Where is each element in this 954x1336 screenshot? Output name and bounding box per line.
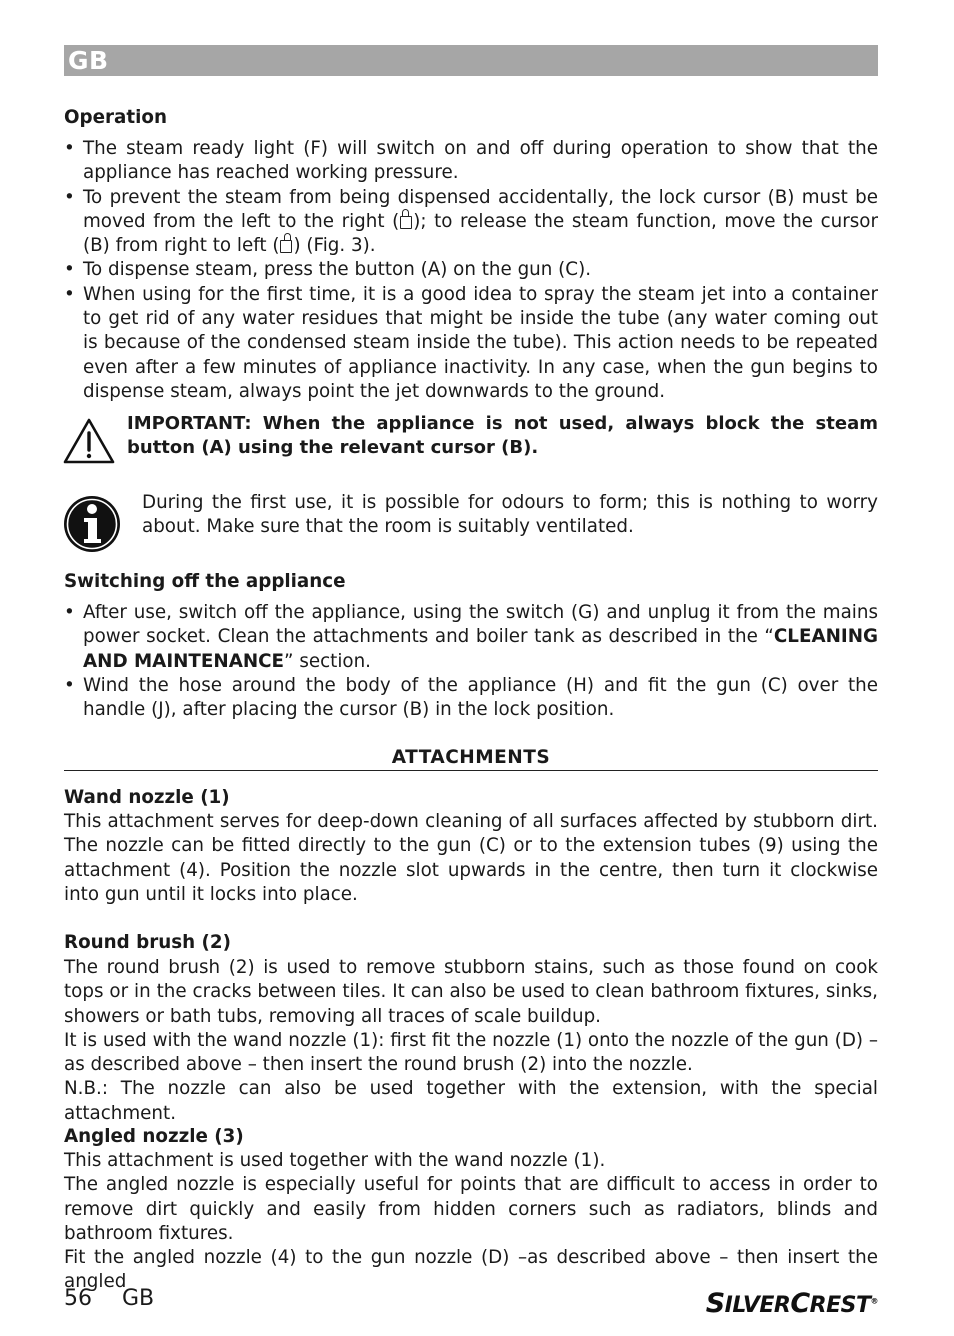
paragraph: It is used with the wand nozzle (1): first fit the nozzle (1) onto the nozzle of the gun (D) – as described above – then insert the round brush (2) into the nozzle. bbox=[64, 1029, 878, 1076]
important-note: IMPORTANT: When the appliance is not used, always block the steam button (A) using the relevant cursor (B). bbox=[127, 413, 878, 459]
attachments-section-title: ATTACHMENTS bbox=[64, 747, 878, 771]
info-note: During the first use, it is possible for odours to form; this is nothing to worry about. Make sure that the room is suitably ventilated. bbox=[142, 492, 878, 538]
list-item: • Wind the hose around the body of the appliance (H) and fit the gun (C) over the handle (J), after placing the cursor (B) in the lock position. bbox=[64, 674, 878, 723]
paragraph: The round brush (2) is used to remove stubborn stains, such as those found on cook tops or in the cracks between tiles. It can also be used to clean bathroom fixtures, sinks, showers or bath tubs, removing all traces of scale buildup. bbox=[64, 957, 878, 1027]
info-icon bbox=[63, 495, 121, 553]
language-header-bar bbox=[64, 45, 878, 76]
wand-nozzle-heading: Wand nozzle (1) bbox=[64, 787, 230, 808]
lock-open-icon bbox=[280, 240, 292, 253]
paragraph: Fit the angled nozzle (4) to the gun nozzle (D) –as described above – then insert the angled bbox=[64, 1247, 878, 1293]
language-label: GB bbox=[68, 46, 109, 75]
paragraph: The angled nozzle is especially useful for points that are difficult to access in order to remove dirt quickly and easily from hidden corners such as radiators, blinds and bathroom fixtures. bbox=[64, 1174, 878, 1244]
paragraph: N.B.: The nozzle can also be used together with the extension, with the special attachment. bbox=[64, 1078, 878, 1124]
list-item: • When using for the first time, it is a good idea to spray the steam jet into a container to get rid of any water residues that might be inside the tube (any water coming out is because of the condensed steam inside the tube). This action needs to be repeated even after a few minutes of appliance inactivity. In any case, when the gun begins to dispense steam, always point the jet downwards to the ground. bbox=[64, 283, 878, 404]
warning-icon bbox=[62, 417, 116, 465]
lock-closed-icon bbox=[400, 216, 412, 229]
round-brush-heading: Round brush (2) bbox=[64, 932, 231, 953]
switching-off-heading: Switching off the appliance bbox=[64, 571, 346, 592]
list-item: • After use, switch off the appliance, using the switch (G) and unplug it from the mains power socket. Clean the attachments and boiler tank as described in the “CLEANING AND MAINTENANCE” section. bbox=[64, 601, 878, 674]
list-item: • To dispense steam, press the button (A) on the gun (C). bbox=[64, 258, 878, 282]
paragraph: This attachment is used together with the wand nozzle (1). bbox=[64, 1150, 606, 1171]
page-number: 56 bbox=[64, 1286, 92, 1311]
page-footer bbox=[64, 1286, 154, 1311]
angled-nozzle-heading: Angled nozzle (3) bbox=[64, 1126, 244, 1147]
round-brush-text bbox=[64, 956, 878, 1126]
operation-list bbox=[64, 137, 878, 404]
silvercrest-logo: SILVERCREST® bbox=[705, 1288, 878, 1319]
footer-language: GB bbox=[122, 1286, 155, 1311]
switching-off-list bbox=[64, 601, 878, 722]
list-item: • The steam ready light (F) will switch on and off during operation to show that the appliance has reached working pressure. bbox=[64, 137, 878, 186]
wand-nozzle-text: This attachment serves for deep-down cleaning of all surfaces affected by stubborn dirt. The nozzle can be fitted directly to the gun (C) or to the extension tubes (9) using the attachment (4). Position the nozzle slot upwards in the centre, then turn it clockwise into gun until it locks into place. bbox=[64, 811, 878, 905]
angled-nozzle-text bbox=[64, 1149, 878, 1295]
operation-heading: Operation bbox=[64, 107, 167, 128]
list-item: • To prevent the steam from being dispensed accidentally, the lock cursor (B) must be moved from the left to the right ( ); to release the steam function, move the cursor (B) from right to left ( ) (Fig. 3). bbox=[64, 186, 878, 259]
